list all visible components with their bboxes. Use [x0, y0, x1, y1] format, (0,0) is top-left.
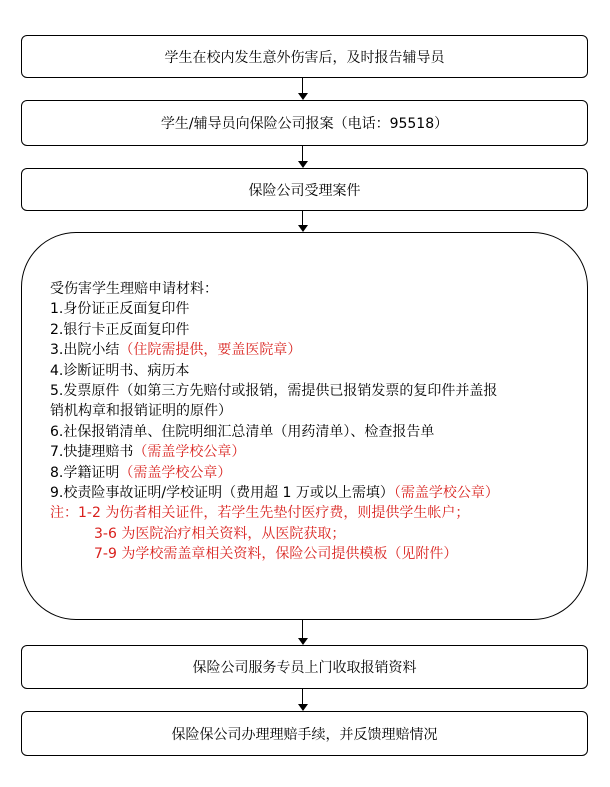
arrow-5-icon [298, 689, 308, 711]
arrow-4-icon [298, 620, 308, 645]
material-item-2: 2.银行卡正反面复印件 [50, 321, 190, 338]
step-4-box [21, 645, 588, 689]
material-item-7: 7.快捷理赔书（需盖学校公章） [50, 444, 246, 461]
step-1-box [21, 35, 588, 78]
step-5-box [21, 711, 588, 756]
materials-note-2: 3-6 为医院治疗相关资料，从医院获取； [94, 525, 346, 542]
arrow-1-icon [298, 78, 308, 100]
step-3-box [21, 168, 588, 211]
materials-box [21, 232, 588, 620]
material-item-4: 4.诊断证明书、病历本 [50, 362, 190, 379]
material-item-3: 3.出院小结（住院需提供，要盖医院章） [50, 342, 302, 359]
materials-note-3: 7-9 为学校需盖章相关资料，保险公司提供模板（见附件） [94, 546, 458, 563]
materials-note-1: 注：1-2 为伤者相关证件，若学生先垫付医疗费，则提供学生帐户； [50, 505, 470, 522]
material-item-8: 8.学籍证明（需盖学校公章） [50, 464, 232, 481]
material-item-9: 9.校责险事故证明/学校证明（费用超 1 万或以上需填）（需盖学校公章） [50, 485, 499, 502]
step-2-text: 学生/辅导员向保险公司报案（电话：95518） [160, 116, 449, 132]
material-item-5-cont: 销机构章和报销证明的原件） [50, 403, 232, 420]
materials-heading: 受伤害学生理赔申请材料： [50, 281, 218, 297]
material-item-5: 5.发票原件（如第三方先赔付或报销，需提供已报销发票的复印件并盖报 [50, 383, 498, 400]
arrow-2-icon [298, 146, 308, 168]
material-item-1: 1.身份证正反面复印件 [50, 301, 190, 318]
step-4-text: 保险公司服务专员上门收取报销资料 [192, 660, 417, 676]
step-3-text: 保险公司受理案件 [248, 182, 361, 199]
arrow-3-icon [298, 211, 308, 232]
step-5-text: 保险保公司办理理赔手续，并反馈理赔情况 [171, 726, 438, 743]
step-2-box [21, 100, 588, 146]
material-item-6: 6.社保报销清单、住院明细汇总清单（用药清单）、检查报告单 [50, 423, 435, 440]
step-1-text: 学生在校内发生意外伤害后，及时报告辅导员 [164, 49, 445, 66]
